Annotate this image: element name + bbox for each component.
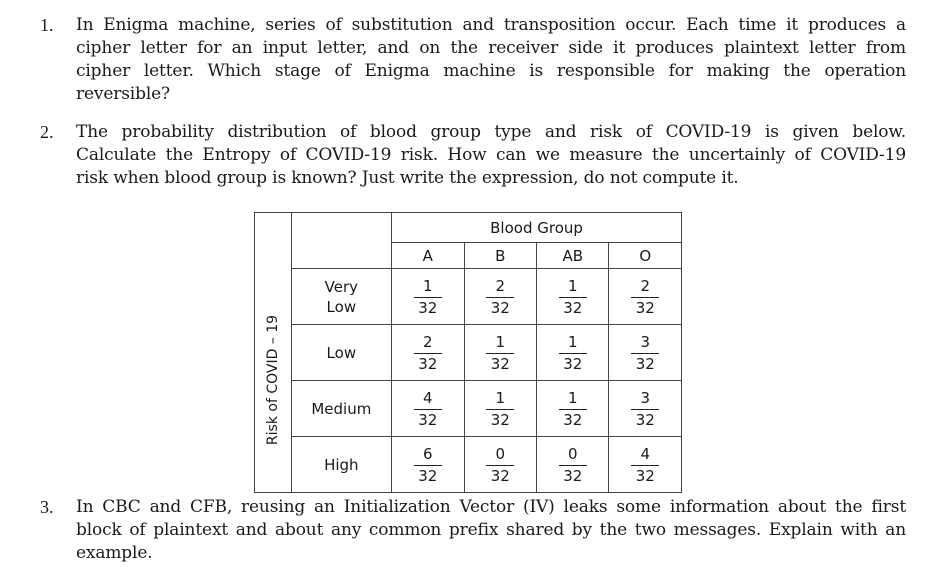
table-cell [464,325,536,381]
fraction-numerator: 1 [567,388,578,407]
row-label-line: Medium [311,399,372,418]
probability-table [254,212,682,493]
fraction-numerator: 0 [495,444,506,463]
fraction-denominator: 32 [635,298,655,317]
fraction-numerator: 3 [640,332,650,351]
corner-cell [291,213,392,269]
question-line: The probability distribution of blood group type and risk of COVID-19 is given below. [76,122,906,142]
column-header-ab: AB [537,243,609,269]
fraction-denominator: 32 [418,354,438,373]
column-header-b: B [464,243,536,269]
fraction-numerator: 4 [640,444,650,463]
fraction-numerator: 0 [567,444,578,463]
row-group-header [255,269,292,493]
table-cell [392,325,464,381]
fraction-numerator: 1 [495,332,506,351]
column-header-o: O [609,243,682,269]
fraction-numerator: 6 [423,444,433,463]
question-line: block of plaintext and about any common prefix shared by the two messages. Explain with an [76,520,906,540]
question-line: cipher letter. Which stage of Enigma machine is responsible for making the operation [76,61,906,81]
table-cell [537,437,609,493]
fraction-denominator: 32 [635,466,655,485]
fraction-denominator: 32 [418,466,438,485]
table-cell [464,437,536,493]
table-cell [537,381,609,437]
column-group-header: Blood Group [392,213,682,243]
question-line: risk when blood group is known? Just write the expression, do not compute it. [76,168,739,188]
fraction-denominator: 32 [490,354,510,373]
fraction-denominator: 32 [418,410,438,429]
fraction-denominator: 32 [563,354,583,373]
fraction-numerator: 2 [640,276,650,295]
blood-group-covid-table [254,212,682,493]
question-line: reversible? [76,84,170,104]
fraction-numerator: 3 [640,388,650,407]
table-cell [392,381,464,437]
corner-cell [255,213,292,269]
row-label-line: Low [326,343,357,362]
table-cell [537,269,609,325]
question-text [76,496,906,565]
table-cell [392,269,464,325]
row-label-line: High [324,455,359,474]
question-1 [0,14,945,110]
table-cell [609,437,682,493]
fraction-numerator: 1 [495,388,506,407]
question-text [76,14,906,106]
fraction-denominator: 32 [563,466,583,485]
table-cell [609,381,682,437]
question-line: Calculate the Entropy of COVID-19 risk. How can we measure the uncertainly of COVID-19 [76,145,906,165]
fraction-denominator: 32 [563,298,583,317]
question-line: In Enigma machine, series of substitution and transposition occur. Each time it produces a [76,15,906,35]
question-number: 1. [40,15,54,35]
table-cell [464,269,536,325]
table-cell [392,437,464,493]
fraction-numerator: 1 [567,332,578,351]
fraction-denominator: 32 [635,354,655,373]
question-3 [0,496,945,568]
fraction-denominator: 32 [418,298,438,317]
question-2 [0,121,945,193]
fraction-denominator: 32 [490,466,510,485]
fraction-numerator: 4 [423,388,433,407]
fraction-denominator: 32 [635,410,655,429]
table-cell [609,269,682,325]
question-line: In CBC and CFB, reusing an Initialization Vector (IV) leaks some information about the first [76,497,906,517]
fraction-numerator: 2 [495,276,506,295]
question-number: 2. [40,122,54,142]
fraction-numerator: 1 [567,276,578,295]
row-label-low [291,325,392,381]
fraction-denominator: 32 [490,410,510,429]
row-group-label: Risk of COVID – 19 [264,315,281,446]
fraction-denominator: 32 [563,410,583,429]
question-line: example. [76,543,153,563]
question-line: cipher letter for an input letter, and on the receiver side it produces plaintext letter from [76,38,906,58]
table-cell [537,325,609,381]
fraction-denominator: 32 [490,298,510,317]
row-label-high [291,437,392,493]
row-label-medium [291,381,392,437]
row-label-line: Low [326,297,357,316]
question-text [76,121,906,190]
row-label-very-low [291,269,392,325]
column-header-a: A [392,243,464,269]
fraction-numerator: 2 [423,332,433,351]
table-cell [464,381,536,437]
question-number: 3. [40,497,54,517]
table-cell [609,325,682,381]
fraction-numerator: 1 [423,276,433,295]
row-label-line: Very [324,277,358,296]
